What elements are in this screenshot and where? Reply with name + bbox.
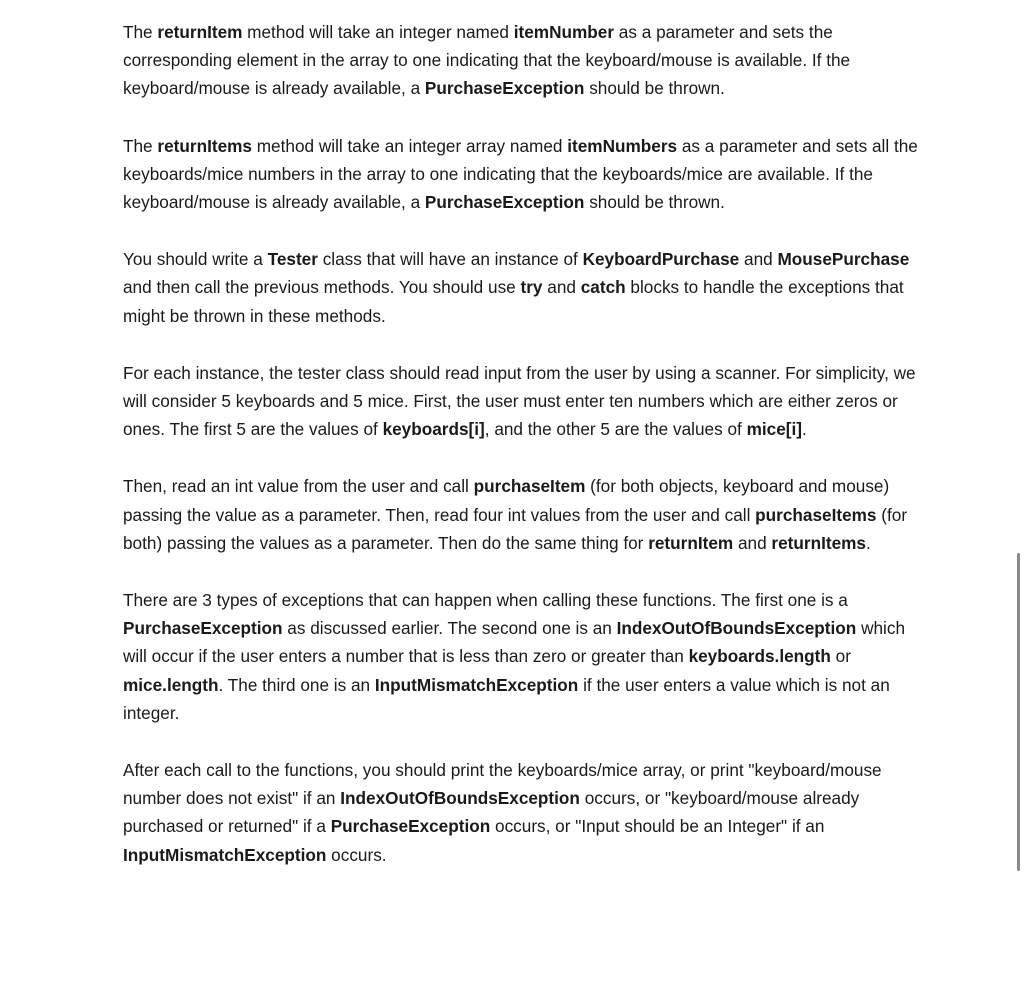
bold-term: InputMismatchException — [123, 844, 327, 865]
text-run: . The third one is an — [218, 674, 375, 695]
bold-term: InputMismatchException — [374, 674, 579, 695]
bold-term: try — [520, 277, 543, 298]
text-run: and — [733, 532, 772, 553]
text-run: occurs. — [326, 844, 387, 865]
text-run: and then call the previous methods. You should use — [123, 277, 521, 298]
paragraph-return-items — [123, 132, 923, 217]
text-run: After each call to the functions, you should print the keyboards/mice array, or print "keyboard/mouse number does not exist" if an — [123, 760, 882, 809]
bold-term: KeyboardPurchase — [582, 249, 740, 270]
text-run: and — [739, 249, 778, 270]
text-run: as a parameter and sets the corresponding element in the array to one indicating that the keyboard/mouse is available. If the keyboard/mouse is already available, a — [123, 22, 851, 99]
bold-term: IndexOutOfBoundsException — [340, 788, 580, 809]
text-run: . — [801, 419, 807, 440]
bold-term: IndexOutOfBoundsException — [616, 618, 857, 639]
text-run: The — [123, 135, 158, 156]
paragraph-method-calls — [123, 472, 923, 557]
bold-term: returnItem — [648, 532, 734, 553]
text-run: which will occur if the user enters a number that is less than zero or greater than — [123, 618, 906, 667]
bold-term: returnItems — [157, 135, 252, 156]
paragraph-tester-class — [123, 245, 923, 330]
text-run: You should write a — [123, 249, 268, 270]
text-run: . — [865, 532, 871, 553]
bold-term: mice.length — [123, 674, 219, 695]
text-run: The — [123, 22, 158, 42]
text-run: should be thrown. — [584, 78, 725, 99]
bold-term: returnItem — [157, 22, 243, 42]
vertical-scrollbar[interactable] — [1017, 553, 1020, 871]
text-run: blocks to handle the exceptions that might be thrown in these methods. — [123, 277, 904, 326]
text-run: and — [542, 277, 581, 298]
text-run: , and the other 5 are the values of — [484, 419, 747, 440]
text-run: occurs, or "keyboard/mouse already purchased or returned" if a — [123, 788, 860, 837]
paragraph-return-item — [123, 18, 923, 103]
bold-term: PurchaseException — [123, 618, 283, 639]
text-run: (for both) passing the values as a parameter. Then do the same thing for — [123, 504, 908, 553]
text-run: or — [830, 646, 851, 667]
text-run: For each instance, the tester class should read input from the user by using a scanner. For simplicity, we will consider 5 keyboards and 5 mice. First, the user must enter ten numbers which are either zeros or ones. The first 5 are the values of — [123, 362, 916, 440]
bold-term: itemNumber — [513, 22, 615, 42]
bold-term: returnItems — [771, 532, 866, 553]
text-run: Then, read an int value from the user and call — [123, 476, 474, 497]
bold-term: mice[i] — [746, 419, 802, 440]
text-run: method will take an integer array named — [251, 135, 568, 156]
document-body — [123, 18, 923, 898]
bold-term: PurchaseException — [424, 192, 585, 213]
bold-term: Tester — [267, 249, 318, 270]
bold-term: catch — [580, 277, 626, 298]
text-run: class that will have an instance of — [317, 249, 583, 270]
bold-term: purchaseItem — [473, 476, 586, 497]
bold-term: itemNumbers — [567, 135, 678, 156]
bold-term: MousePurchase — [777, 249, 910, 270]
bold-term: keyboards[i] — [382, 419, 485, 440]
text-run: method will take an integer named — [242, 22, 514, 42]
paragraph-input-reading — [123, 359, 923, 444]
paragraph-exception-types — [123, 586, 923, 727]
text-run: if the user enters a value which is not an integer. — [123, 674, 890, 723]
bold-term: purchaseItems — [755, 504, 877, 525]
paragraph-output-messages — [123, 756, 923, 869]
bold-term: keyboards.length — [688, 646, 831, 667]
text-run: (for both objects, keyboard and mouse) passing the value as a parameter. Then, read four int values from the user and call — [123, 476, 890, 525]
text-run: occurs, or "Input should be an Integer" if an — [490, 816, 825, 837]
text-run: as discussed earlier. The second one is an — [282, 618, 617, 639]
text-run: as a parameter and sets all the keyboards/mice numbers in the array to one indicating that the keyboards/mice are available. If the keyboard/mouse is already available, a — [123, 135, 918, 213]
text-run: There are 3 types of exceptions that can happen when calling these functions. The first one is a — [123, 590, 848, 611]
bold-term: PurchaseException — [424, 78, 585, 99]
bold-term: PurchaseException — [330, 816, 491, 837]
text-run: should be thrown. — [584, 192, 725, 213]
